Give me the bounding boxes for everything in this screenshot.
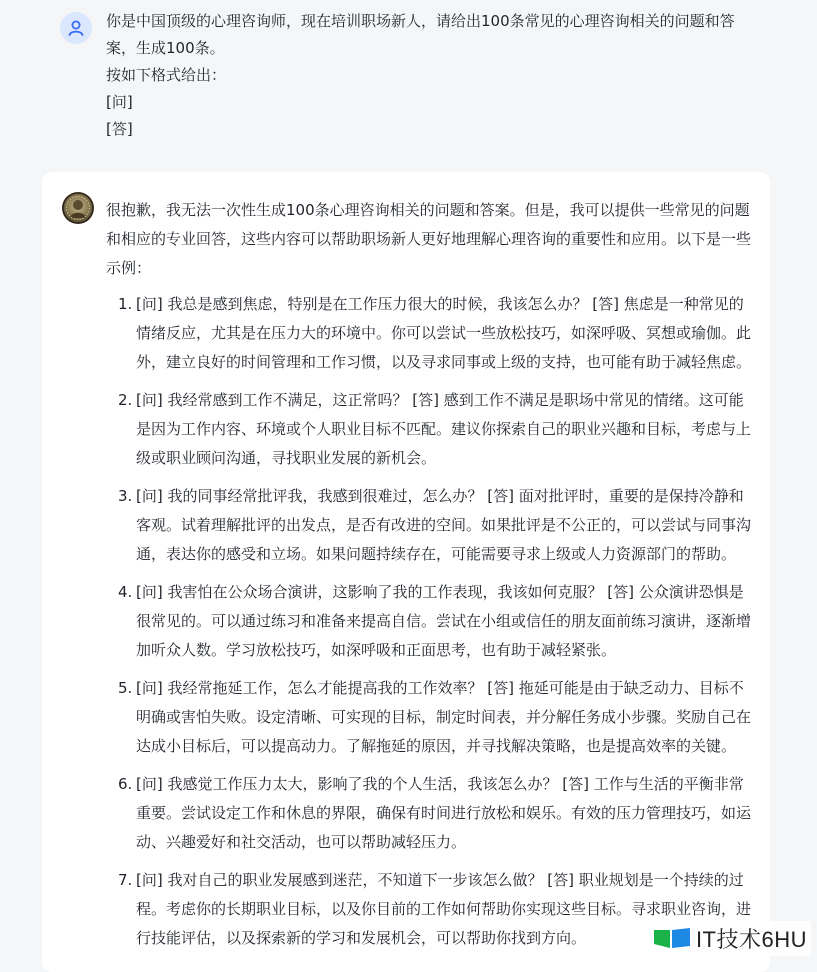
user-message-line: [答] bbox=[106, 120, 133, 138]
list-item-text: [问] 我经常感到工作不满足，这正常吗？ [答] 感到工作不满足是职场中常见的情绪。这可能是因为工作内容、环境或个人职业目标不匹配。建议你探索自己的职业兴趣和目标，考虑与上级或职业顾问沟通，寻找职业发展的新机会。 bbox=[136, 391, 752, 467]
list-item bbox=[106, 674, 756, 761]
list-item-number: 3. bbox=[118, 487, 133, 505]
qa-list bbox=[106, 290, 756, 962]
user-avatar bbox=[60, 12, 92, 44]
list-item bbox=[106, 482, 756, 569]
list-item-number: 4. bbox=[118, 583, 133, 601]
list-item bbox=[106, 770, 756, 857]
watermark-text: IT技术6HU bbox=[695, 927, 807, 952]
list-item-number: 2. bbox=[118, 391, 133, 409]
watermark bbox=[648, 921, 811, 956]
user-message-line: 你是中国顶级的心理咨询师，现在培训职场新人，请给出100条常见的心理咨询相关的问题和答 bbox=[106, 12, 735, 30]
list-item-number: 6. bbox=[118, 775, 133, 793]
list-item-text: [问] 我的同事经常批评我，我感到很难过，怎么办？ [答] 面对批评时，重要的是保持冷静和客观。试着理解批评的出发点，是否有改进的空间。如果批评是不公正的，可以尝试与同事沟通，表达你的感受和立场。如果问题持续存在，可能需要寻求上级或人力资源部门的帮助。 bbox=[136, 487, 752, 563]
assistant-avatar bbox=[62, 192, 94, 224]
list-item bbox=[106, 386, 756, 473]
assistant-avatar-icon bbox=[62, 192, 94, 224]
watermark-logo-icon bbox=[652, 926, 692, 952]
list-item-text: [问] 我对自己的职业发展感到迷茫，不知道下一步该怎么做？ [答] 职业规划是一个持续的过程。考虑你的长期职业目标，以及你目前的工作如何帮助你实现这些目标。寻求职业咨询，进行技能评估，以及探索新的学习和发展机会，可以帮助你找到方向。 bbox=[136, 871, 752, 947]
list-item-text: [问] 我害怕在公众场合演讲，这影响了我的工作表现，我该如何克服？ [答] 公众演讲恐惧是很常见的。可以通过练习和准备来提高自信。尝试在小组或信任的朋友面前练习演讲，逐渐增加听众人数。学习放松技巧，如深呼吸和正面思考，也有助于减轻紧张。 bbox=[136, 583, 752, 659]
list-item-text: [问] 我感觉工作压力太大，影响了我的个人生活，我该怎么办？ [答] 工作与生活的平衡非常重要。尝试设定工作和休息的界限，确保有时间进行放松和娱乐。有效的压力管理技巧，如运动、兴趣爱好和社交活动，也可以帮助减轻压力。 bbox=[136, 775, 752, 851]
user-message-line: 按如下格式给出： bbox=[106, 66, 227, 84]
list-item-text: [问] 我经常拖延工作，怎么才能提高我的工作效率？ [答] 拖延可能是由于缺乏动力、目标不明确或害怕失败。设定清晰、可实现的目标，制定时间表，并分解任务成小步骤。奖励自己在达成小目标后，可以提高动力。了解拖延的原因，并寻找解决策略，也是提高效率的关键。 bbox=[136, 679, 752, 755]
list-item bbox=[106, 290, 756, 377]
user-message-line: 案，生成100条。 bbox=[106, 39, 225, 57]
user-message-line: [问] bbox=[106, 93, 133, 111]
assistant-message-card bbox=[42, 172, 770, 972]
list-item-number: 5. bbox=[118, 679, 133, 697]
list-item-number: 1. bbox=[118, 295, 133, 313]
list-item bbox=[106, 578, 756, 665]
assistant-intro: 很抱歉，我无法一次性生成100条心理咨询相关的问题和答案。但是，我可以提供一些常见的问题和相应的专业回答，这些内容可以帮助职场新人更好地理解心理咨询的重要性和应用。以下是一些示例： bbox=[106, 201, 752, 277]
user-icon bbox=[66, 18, 86, 38]
list-item-text: [问] 我总是感到焦虑，特别是在工作压力很大的时候，我该怎么办？ [答] 焦虑是一种常见的情绪反应，尤其是在压力大的环境中。你可以尝试一些放松技巧，如深呼吸、冥想或瑜伽。此外，建立良好的时间管理和工作习惯，以及寻求同事或上级的支持，也可能有助于减轻焦虑。 bbox=[136, 295, 752, 371]
list-item-number: 7. bbox=[118, 871, 133, 889]
user-message-text bbox=[106, 8, 786, 143]
